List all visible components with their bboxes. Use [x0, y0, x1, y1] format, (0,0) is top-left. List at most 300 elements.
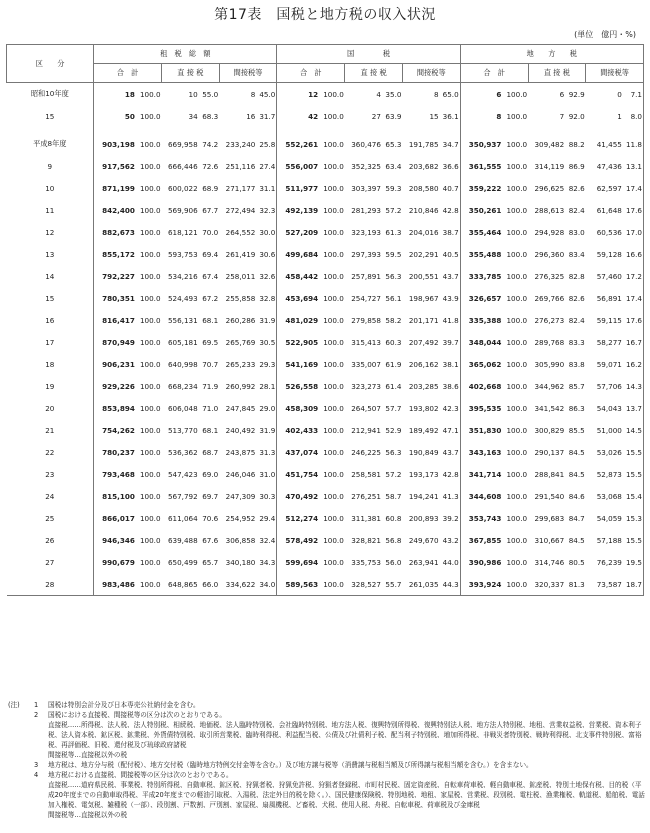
cell-ntp: 100.0: [323, 403, 344, 413]
cell-dp: 67.7: [202, 205, 219, 215]
cell-ip: 31.3: [256, 441, 277, 463]
cell-lt: 335,388: [468, 315, 502, 325]
cell-li: 57,706: [596, 381, 622, 391]
cell-dp: 66.0: [199, 573, 220, 596]
cell-ni: 203,682: [408, 161, 439, 171]
cell-ltp: 100.0: [506, 359, 528, 369]
cell-ldp: 92.9: [568, 89, 585, 99]
cell-i: 247,845: [225, 403, 256, 413]
cell-ld: 314,746: [534, 557, 565, 567]
cell-t: 816,417: [102, 315, 135, 325]
cell-lip: 17.2: [623, 265, 644, 287]
cell-li: 54,059: [596, 513, 622, 523]
cell-ldp: 85.7: [568, 381, 585, 391]
cell-t: 903,198: [102, 139, 135, 149]
cell-ni: 210,846: [408, 205, 439, 215]
cell-nip: 40.7: [440, 177, 461, 199]
cell-tp: 100.0: [139, 227, 161, 237]
cell-d: 593,753: [167, 249, 198, 259]
cell-ntp: 100.0: [323, 227, 344, 237]
cell-i: 251,116: [225, 161, 256, 171]
table-row: [7, 221, 644, 243]
cell-t: 870,949: [102, 337, 135, 347]
cell-ip: 32.6: [256, 265, 277, 287]
cell-ip: 30.6: [256, 243, 277, 265]
header-local-group: 地 方 税: [460, 45, 643, 64]
cell-nip: 47.1: [440, 419, 461, 441]
table-row: [7, 573, 644, 596]
cell-lt: 355,464: [468, 227, 502, 237]
cell-ndp: 63.9: [385, 111, 402, 121]
cell-nip: 36.6: [440, 155, 461, 177]
cell-lt: 365,062: [468, 359, 502, 369]
cell-t: 853,894: [102, 403, 135, 413]
table-row: [7, 485, 644, 507]
table-row: [7, 441, 644, 463]
cell-ip: 30.5: [256, 331, 277, 353]
cell-ntp: 100.0: [323, 161, 344, 171]
cell-ndp: 56.1: [385, 293, 402, 303]
cell-i: 246,046: [225, 469, 256, 479]
cell-tp: 100.0: [139, 403, 161, 413]
cell-nip: 42.8: [440, 199, 461, 221]
header-col-total: 合 計: [94, 64, 162, 83]
cell-ndp: 58.7: [385, 491, 402, 501]
cell-dp: 55.0: [202, 89, 219, 99]
cell-ip: 34.0: [256, 573, 277, 596]
cell-ntp: 100.0: [323, 249, 344, 259]
cell-dp: 74.2: [202, 139, 219, 149]
cell-t: 754,262: [102, 425, 135, 435]
cell-nd: 297,393: [351, 249, 381, 259]
cell-ip: 29.4: [256, 507, 277, 529]
cell-nd: 328,821: [351, 535, 381, 545]
cell-lt: 359,222: [468, 183, 502, 193]
cell-nd: 360,476: [351, 139, 381, 149]
cell-ld: 276,325: [534, 271, 565, 281]
cell-i: 261,419: [225, 249, 256, 259]
cell-nip: 38.6: [440, 375, 461, 397]
cell-nd: 323,193: [351, 227, 381, 237]
cell-d: 10: [188, 89, 198, 99]
cell-ltp: 100.0: [506, 293, 528, 303]
cell-tp: 100.0: [139, 447, 161, 457]
cell-ndp: 57.2: [385, 469, 402, 479]
cell-t: 780,237: [102, 447, 135, 457]
cell-ldp: 84.5: [568, 535, 585, 545]
cell-nip: 39.2: [440, 507, 461, 529]
cell-lt: 350,261: [468, 205, 502, 215]
cell-ld: 288,841: [534, 469, 565, 479]
cell-ld: 294,928: [534, 227, 565, 237]
cell-ldp: 83.0: [568, 227, 585, 237]
cell-d: 524,493: [167, 293, 198, 303]
cell-ndp: 57.2: [385, 205, 402, 215]
cell-ltp: 100.0: [506, 337, 528, 347]
cell-tp: 100.0: [139, 89, 161, 99]
cell-t: 793,468: [102, 469, 135, 479]
cell-ni: 263,941: [408, 557, 439, 567]
cell-lt: 350,937: [468, 139, 502, 149]
cell-ni: 200,551: [408, 271, 439, 281]
cell-tp: 100.0: [139, 205, 161, 215]
cell-ld: 7: [559, 111, 565, 121]
cell-lip: 17.6: [623, 309, 644, 331]
cell-nt: 12: [308, 89, 319, 99]
row-label: 19: [7, 375, 94, 397]
cell-ni: 261,035: [402, 573, 439, 596]
cell-dp: 72.6: [202, 161, 219, 171]
cell-tp: 100.0: [139, 139, 161, 149]
cell-ip: 25.8: [256, 133, 277, 155]
cell-ip: 29.0: [256, 397, 277, 419]
cell-ldp: 86.3: [568, 403, 585, 413]
cell-ntp: 100.0: [323, 557, 344, 567]
cell-nip: 36.1: [440, 105, 461, 127]
cell-lip: 17.0: [623, 221, 644, 243]
cell-lt: 344,608: [468, 491, 502, 501]
cell-dp: 69.4: [202, 249, 219, 259]
cell-nd: 212,941: [351, 425, 381, 435]
cell-ltp: 100.0: [506, 315, 528, 325]
cell-ntp: 100.0: [323, 381, 344, 391]
cell-nt: 541,169: [285, 359, 319, 369]
header-col-total: 合 計: [460, 64, 528, 83]
cell-dp: 70.0: [202, 227, 219, 237]
cell-lip: 15.5: [623, 529, 644, 551]
cell-i: 260,992: [225, 381, 256, 391]
row-label: 24: [7, 485, 94, 507]
cell-ldp: 84.6: [568, 491, 585, 501]
cell-ld: 314,119: [534, 161, 565, 171]
row-label: 26: [7, 529, 94, 551]
cell-ltp: 100.0: [506, 139, 528, 149]
cell-i: 271,177: [225, 183, 256, 193]
header-col-indirect: 間接税等: [586, 64, 644, 83]
cell-ntp: 100.0: [323, 337, 344, 347]
cell-dp: 67.2: [202, 293, 219, 303]
cell-lt: 348,044: [468, 337, 502, 347]
cell-ip: 31.9: [256, 419, 277, 441]
cell-lt: 326,657: [468, 293, 502, 303]
cell-lip: 18.7: [623, 573, 644, 596]
cell-li: 51,000: [596, 425, 622, 435]
cell-i: 264,552: [225, 227, 256, 237]
cell-li: 59,115: [596, 315, 622, 325]
cell-nd: 328,527: [345, 573, 382, 596]
cell-t: 906,231: [102, 359, 135, 369]
cell-nd: 323,273: [351, 381, 381, 391]
cell-li: 58,277: [596, 337, 622, 347]
cell-ip: 31.7: [256, 105, 277, 127]
cell-lt: 341,714: [468, 469, 502, 479]
cell-lt: 353,743: [468, 513, 502, 523]
table-row: [7, 309, 644, 331]
cell-lt: 355,488: [468, 249, 502, 259]
cell-ld: 320,337: [528, 573, 565, 596]
cell-li: 73,587: [586, 573, 623, 596]
cell-li: 53,068: [596, 491, 622, 501]
cell-t: 990,679: [102, 557, 135, 567]
cell-t: 871,199: [102, 183, 135, 193]
cell-ltp: 100.0: [506, 491, 528, 501]
row-label: 13: [7, 243, 94, 265]
cell-ntp: 100.0: [323, 315, 344, 325]
note-4-indirect: 間接税等…直接税以外の税: [48, 811, 128, 819]
cell-lt: 393,924: [460, 573, 502, 596]
header-col-direct: 直 接 税: [162, 64, 220, 83]
cell-nip: 40.5: [440, 243, 461, 265]
cell-nip: 42.8: [440, 463, 461, 485]
cell-tp: 100.0: [139, 535, 161, 545]
cell-dp: 71.9: [202, 381, 219, 391]
cell-tp: 100.0: [139, 183, 161, 193]
cell-ld: 309,482: [534, 139, 565, 149]
cell-nip: 43.7: [440, 265, 461, 287]
note-number: 2: [34, 711, 39, 719]
cell-ni: 206,162: [408, 359, 439, 369]
cell-nip: 38.1: [440, 353, 461, 375]
cell-tp: 100.0: [139, 337, 161, 347]
cell-lip: 15.5: [623, 441, 644, 463]
header-national-group: 国 税: [277, 45, 460, 64]
cell-ndp: 61.9: [385, 359, 402, 369]
row-label: 15: [7, 105, 94, 127]
cell-ndp: 55.7: [382, 573, 403, 596]
table-row: [7, 83, 644, 106]
cell-lip: 7.1: [623, 83, 644, 106]
cell-nt: 552,261: [285, 139, 319, 149]
cell-ip: 29.3: [256, 353, 277, 375]
cell-lip: 15.5: [623, 463, 644, 485]
cell-ni: 200,893: [408, 513, 439, 523]
table-row: [7, 529, 644, 551]
cell-lip: 13.7: [623, 397, 644, 419]
cell-ld: 291,540: [534, 491, 565, 501]
cell-i: 233,240: [225, 139, 256, 149]
table-row: [7, 507, 644, 529]
cell-lt: 390,986: [468, 557, 502, 567]
cell-nt: 526,558: [285, 381, 319, 391]
cell-ntp: 100.0: [323, 89, 344, 99]
cell-ldp: 88.2: [568, 139, 585, 149]
cell-ndp: 60.8: [385, 513, 402, 523]
note-text: 国税における直接税、間接税等の区分は次のとおりである。: [48, 711, 227, 719]
cell-li: 76,239: [596, 557, 622, 567]
cell-ntp: 100.0: [323, 293, 344, 303]
cell-dp: 70.6: [202, 513, 219, 523]
cell-ni: 191,785: [408, 139, 439, 149]
cell-nt: 492,139: [285, 205, 319, 215]
table-row: [7, 463, 644, 485]
cell-nt: 458,442: [285, 271, 319, 281]
table-row: [7, 105, 644, 127]
cell-nd: 311,381: [351, 513, 381, 523]
cell-i: 265,233: [225, 359, 256, 369]
cell-li: 0: [617, 89, 622, 99]
cell-ndp: 63.4: [385, 161, 402, 171]
cell-tp: 100.0: [139, 249, 161, 259]
row-label: 9: [7, 155, 94, 177]
cell-ni: 193,802: [408, 403, 439, 413]
cell-ni: 8: [434, 89, 439, 99]
table-title: 第17表 国税と地方税の収入状況: [214, 7, 436, 23]
table-body: [7, 83, 644, 596]
cell-ip: 30.0: [256, 221, 277, 243]
cell-dp: 68.7: [202, 447, 219, 457]
cell-ld: 289,768: [534, 337, 565, 347]
cell-li: 54,043: [596, 403, 622, 413]
cell-ndp: 56.8: [385, 535, 402, 545]
cell-t: 855,172: [102, 249, 135, 259]
cell-ntp: 100.0: [323, 491, 344, 501]
cell-ntp: 100.0: [323, 205, 344, 215]
cell-ltp: 100.0: [506, 161, 528, 171]
cell-lip: 17.6: [623, 199, 644, 221]
cell-nip: 43.7: [440, 441, 461, 463]
note-marker: (注): [8, 701, 20, 709]
cell-tp: 100.0: [139, 111, 161, 121]
note-number: 4: [34, 771, 39, 779]
cell-ntp: 100.0: [323, 111, 344, 121]
cell-ndp: 56.3: [385, 271, 402, 281]
cell-dp: 68.1: [202, 315, 219, 325]
cell-nd: 4: [376, 89, 381, 99]
cell-ip: 31.9: [256, 309, 277, 331]
cell-nt: 527,209: [285, 227, 319, 237]
cell-ltp: 100.0: [506, 403, 528, 413]
cell-li: 1: [617, 111, 622, 121]
row-label: 25: [7, 507, 94, 529]
footnotes: [8, 700, 648, 820]
cell-d: 669,958: [167, 139, 198, 149]
cell-nt: 589,563: [277, 573, 319, 596]
cell-nt: 458,309: [285, 403, 319, 413]
row-label: 21: [7, 419, 94, 441]
cell-tp: 100.0: [139, 425, 161, 435]
cell-nd: 303,397: [351, 183, 381, 193]
note-text: 地方税は、地方分与税（配付税）、地方交付税（臨時地方特例交付金等を含む。）及び地方譲与税等（消費譲与税相当額及び所得譲与税相当額を含む。）を含まない。: [48, 761, 533, 769]
cell-ndp: 56.0: [385, 557, 402, 567]
cell-tp: 100.0: [139, 161, 161, 171]
table-row: [7, 551, 644, 573]
cell-lip: 16.6: [623, 243, 644, 265]
table-row: [7, 331, 644, 353]
cell-nd: 315,413: [351, 337, 381, 347]
cell-ld: 296,360: [534, 249, 565, 259]
table-row: [7, 353, 644, 375]
cell-lip: 15.4: [623, 485, 644, 507]
cell-ndp: 59.5: [385, 249, 402, 259]
cell-nip: 44.0: [440, 551, 461, 573]
cell-dp: 69.7: [202, 491, 219, 501]
cell-tp: 100.0: [139, 513, 161, 523]
cell-li: 57,188: [596, 535, 622, 545]
cell-i: 272,494: [225, 205, 256, 215]
cell-tp: 100.0: [139, 381, 161, 391]
cell-ltp: 100.0: [506, 469, 528, 479]
cell-tp: 100.0: [139, 491, 161, 501]
cell-nip: 38.7: [440, 221, 461, 243]
cell-ldp: 81.3: [565, 573, 586, 596]
cell-tp: 100.0: [139, 469, 161, 479]
cell-ni: 194,241: [408, 491, 439, 501]
cell-ld: 296,625: [534, 183, 565, 193]
cell-ld: 305,990: [534, 359, 565, 369]
cell-ld: 276,273: [534, 315, 565, 325]
cell-t: 842,400: [102, 205, 135, 215]
cell-ld: 299,683: [534, 513, 565, 523]
row-label: 15: [7, 287, 94, 309]
row-label: 20: [7, 397, 94, 419]
cell-i: 258,011: [225, 271, 256, 281]
revenue-table: [6, 44, 644, 596]
cell-ni: 193,173: [408, 469, 439, 479]
row-label: 12: [7, 221, 94, 243]
table-row: [7, 397, 644, 419]
cell-d: 536,362: [167, 447, 198, 457]
cell-t: 929,226: [102, 381, 135, 391]
cell-d: 648,865: [162, 573, 199, 596]
cell-ltp: 100.0: [506, 381, 528, 391]
cell-tp: 100.0: [139, 359, 161, 369]
cell-ndp: 60.3: [385, 337, 402, 347]
cell-d: 600,022: [167, 183, 198, 193]
cell-ld: 269,766: [534, 293, 565, 303]
cell-nip: 41.8: [440, 309, 461, 331]
cell-ntp: 100.0: [323, 359, 344, 369]
cell-ip: 28.1: [256, 375, 277, 397]
cell-ld: 344,962: [534, 381, 565, 391]
cell-ni: 202,291: [408, 249, 439, 259]
table-row: [7, 199, 644, 221]
note-text: 国税は特別会計分及び日本専売公社納付金を含む。: [48, 701, 200, 709]
cell-lt: 351,830: [468, 425, 502, 435]
cell-dp: 67.6: [202, 535, 219, 545]
cell-li: 47,436: [596, 161, 622, 171]
cell-ldp: 82.4: [568, 315, 585, 325]
table-row: [7, 133, 644, 155]
cell-lip: 13.1: [623, 155, 644, 177]
cell-nip: 65.0: [440, 83, 461, 106]
cell-li: 57,460: [596, 271, 622, 281]
cell-t: 815,100: [102, 491, 135, 501]
cell-d: 618,121: [167, 227, 198, 237]
cell-nd: 254,727: [351, 293, 381, 303]
row-label: 27: [7, 551, 94, 573]
cell-li: 41,455: [596, 139, 622, 149]
note-3: [8, 760, 648, 770]
cell-d: 640,998: [167, 359, 198, 369]
cell-ltp: 100.0: [506, 205, 528, 215]
cell-nip: 39.7: [440, 331, 461, 353]
cell-tp: 100.0: [136, 573, 162, 596]
cell-ldp: 92.0: [568, 111, 585, 121]
cell-d: 569,906: [167, 205, 198, 215]
cell-ip: 34.3: [256, 551, 277, 573]
cell-lt: 6: [496, 89, 502, 99]
table-row: [7, 287, 644, 309]
cell-ni: 204,016: [408, 227, 439, 237]
cell-nd: 27: [371, 111, 381, 121]
cell-ntp: 100.0: [323, 447, 344, 457]
cell-t: 882,673: [102, 227, 135, 237]
cell-lt: 367,855: [468, 535, 502, 545]
cell-i: 247,309: [225, 491, 256, 501]
cell-li: 59,128: [596, 249, 622, 259]
cell-dp: 68.9: [202, 183, 219, 193]
row-label: 14: [7, 265, 94, 287]
